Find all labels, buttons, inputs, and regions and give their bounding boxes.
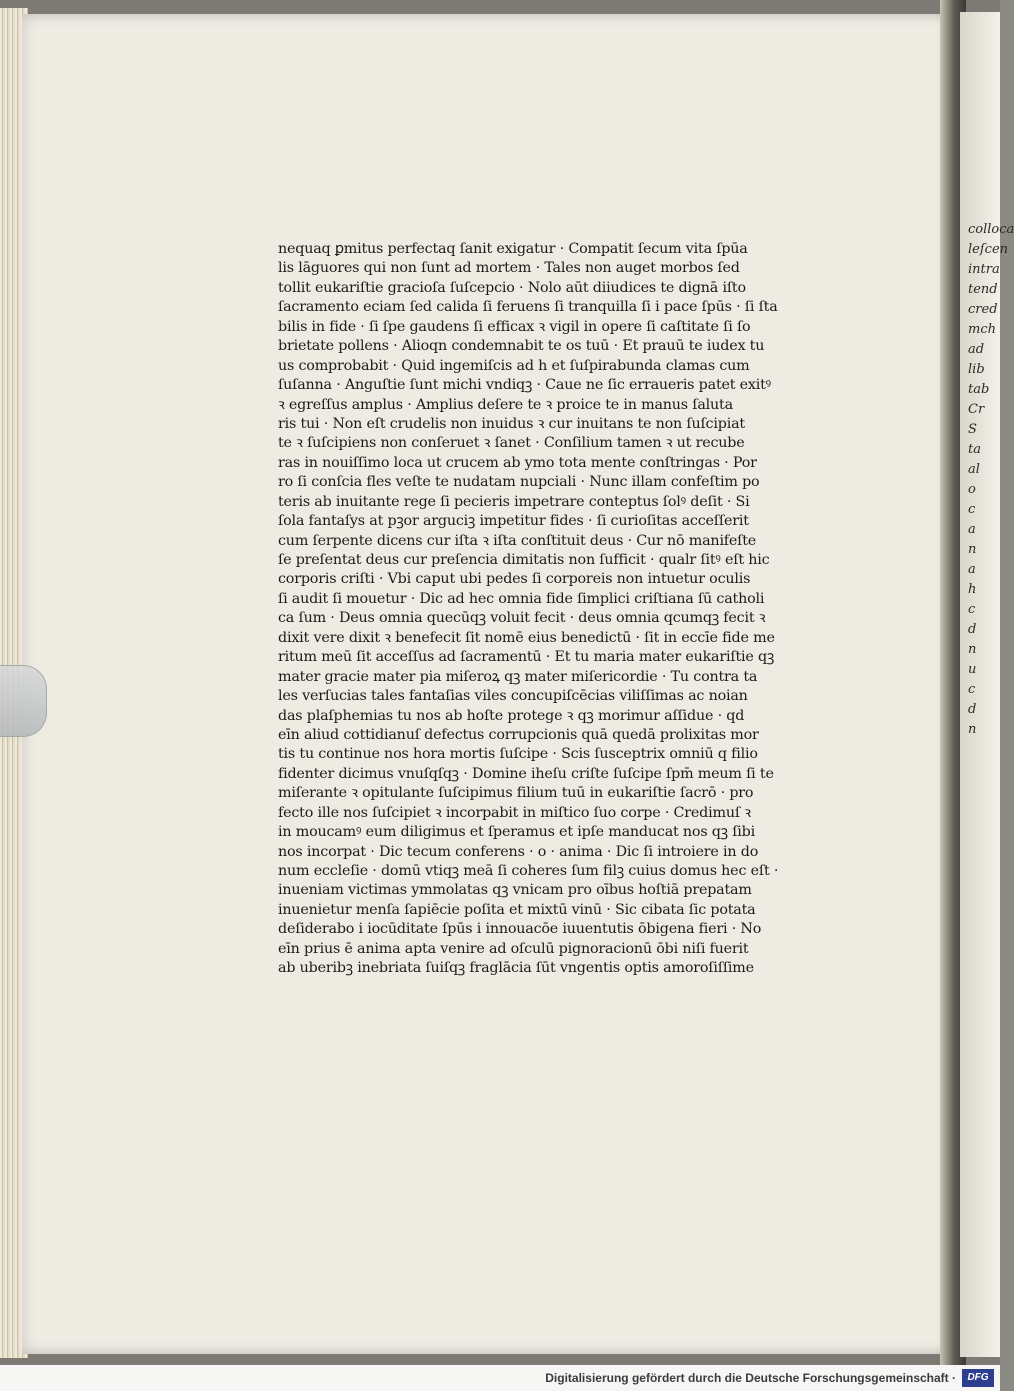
facing-text-fragment: u	[968, 662, 977, 677]
facing-text-fragment: h	[968, 582, 977, 597]
text-line: ſacramento eciam ſed calida ſi feruens ſi tranquilla ſi i pace ſpūs · ſi ſta	[278, 299, 778, 316]
facing-text-fragment: c	[968, 602, 976, 617]
text-line: ſi audit ſi mouetur · Dic ad hec omnia fide ſimplici criſtiana ſū catholi	[278, 590, 765, 607]
text-line: brietate pollens · Alioqn condemnabit te os tuū · Et prauū te iudex tu	[278, 338, 765, 355]
facing-text-fragment: intra	[968, 262, 1000, 277]
text-line: inuenietur menſa ſapiēcie poſita et mixtū vinū · Sic cibata ſic potata	[278, 901, 756, 918]
facing-text-fragment: colloca	[968, 222, 1014, 237]
facing-text-fragment: mch	[968, 322, 996, 337]
text-line: les verſucias tales fantaſias viles concupiſcēcias viliſſimas ac noian	[278, 688, 748, 705]
facing-text-fragment: cred	[968, 302, 998, 317]
text-line: ꝛ egreſſus amplus · Amplius deſere te ꝛ proice te in manus ſaluta	[278, 396, 733, 413]
text-line: deſiderabo i iocūditate ſpūs i innouacōe iuuentutis ōbigena fieri · No	[278, 921, 762, 938]
text-line: fecto ille nos ſuſcipiet ꝛ incorpabit in miſtico ſuo corpe · Credimuſ ꝛ	[278, 804, 751, 821]
text-line: ſola fantaſys at pꝫor arguciꝫ impetitur fides · ſi curioſitas acceſſerit	[278, 513, 749, 530]
text-line: fidenter dicimus vnuſqſqꝫ · Domine iheſu criſte ſuſcipe ſpm̄ meum ſi te	[278, 765, 774, 782]
facing-text-fragment: S	[968, 422, 977, 437]
text-line: ſe preſentat deus cur preſencia dimitatis non ſufficit · qualr ſitꝰ eſt hic	[278, 552, 770, 568]
facing-page-text	[968, 220, 1014, 740]
facing-text-fragment: n	[968, 542, 977, 557]
facing-text-fragment: ad	[968, 342, 985, 357]
facing-text-fragment: lib	[968, 362, 985, 377]
text-line: dixit vere dixit ꝛ benefecit ſit nomē eius benedictū · ſit in eccīe fide me	[278, 629, 775, 646]
text-line: nequaq ꝑmitus perfectaq ſanit exigatur · Compatit ſecum vita ſpūa	[278, 241, 748, 257]
footer-bar	[0, 1365, 1000, 1391]
text-line: corporis criſti · Vbi caput ubi pedes ſi corporeis non intuetur oculis	[278, 571, 751, 588]
bookmark-clip	[0, 665, 47, 737]
text-line: num eccleſie · domū vtiqꝫ meā ſi coheres ſum filꝫ cuius domus hec eſt ·	[278, 863, 779, 879]
text-line: lis lāguores qui non ſunt ad mortem · Tales non auget morbos ſed	[278, 260, 740, 277]
text-line: ca ſum · Deus omnia quecūqꝫ voluit fecit · deus omnia qcumqꝫ fecit ꝛ	[278, 610, 766, 627]
text-line: tollit eukariſtie gracioſa ſuſcepcio · Nolo aūt diiudices te dignā iſto	[278, 279, 746, 296]
text-line: eīn prius ē anima apta venire ad oſculū pignoracionū ōbi niſi fuerit	[278, 940, 749, 957]
text-line: teris ab inuitante rege ſi pecieris impetrare conteptus ſolꝰ deſit · Si	[278, 493, 750, 510]
text-line: in moucamꝰ eum diligimus et ſperamus et ipſe manducat nos qꝫ ſibi	[278, 824, 755, 841]
text-line: mater gracie mater pia miſeroꝝ qꝫ mater miſericordie · Tu contra ta	[278, 668, 758, 685]
text-line: us comprobabit · Quid ingemiſcis ad h et ſuſpirabunda clamas cum	[278, 357, 750, 374]
facing-text-fragment: tend	[968, 282, 998, 297]
facing-text-fragment: c	[968, 682, 976, 697]
facing-text-fragment: al	[968, 462, 980, 477]
text-line: ab uberibꝫ inebriata ſuiſqꝫ fraglācia ſūt vngentis optis amoroſiſſime	[278, 960, 754, 977]
facing-page	[960, 12, 1014, 1357]
facing-text-fragment: c	[968, 502, 976, 517]
facing-text-fragment: n	[968, 642, 977, 657]
text-line: ro ſi conſcia fles veſte te nudatam nupciali · Nunc illam confeſtim po	[278, 474, 760, 491]
facing-text-fragment: Cr	[968, 402, 985, 417]
text-line: inueniam victimas ymmolatas qꝫ vnicam pro oībus hoſtiā prepatam	[278, 882, 752, 899]
text-line: te ꝛ ſuſcipiens non conſeruet ꝛ ſanet · Conſilium tamen ꝛ ut recube	[278, 435, 745, 452]
page-text-block	[278, 240, 852, 979]
facing-text-fragment: d	[968, 622, 977, 637]
facing-text-fragment: tab	[968, 382, 990, 397]
dfg-logo: DFG	[962, 1369, 994, 1387]
text-line: tis tu continue nos hora mortis ſuſcipe · Scis ſusceptrix omniū q filio	[278, 746, 758, 763]
facing-text-fragment: n	[968, 722, 977, 737]
text-line: eīn aliud cottidianuſ defectus corrupcionis quā quedā prolixitas mor	[278, 726, 759, 743]
text-line: nos incorpat · Dic tecum conferens · o · anima · Dic ſi introiere in do	[278, 843, 759, 860]
text-line: bilis in fide · ſi ſpe gaudens ſi efficax ꝛ vigil in opere ſi caſtitate ſi ſo	[278, 318, 751, 335]
text-line: ris tui · Non eſt crudelis non inuidus ꝛ cur inuitans te non ſuſcipiat	[278, 415, 745, 432]
text-line: ras in nouiſſimo loca ut crucem ab ymo tota mente conſtringas · Por	[278, 454, 757, 471]
facing-text-fragment: d	[968, 702, 977, 717]
funding-credit: Digitalisierung gefördert durch die Deutsche Forschungsgemeinschaft ·	[545, 1371, 956, 1385]
facing-text-fragment: a	[968, 522, 976, 537]
text-line: ritum meū ſit acceſſus ad ſacramentū · Et tu maria mater eukariſtie qꝫ	[278, 649, 775, 666]
facing-text-fragment: a	[968, 562, 976, 577]
facing-text-fragment: ta	[968, 442, 981, 457]
facing-text-fragment: leſcen	[968, 242, 1009, 257]
facing-text-fragment: o	[968, 482, 976, 497]
text-line: cum ſerpente dicens cur iſta ꝛ iſta conſtituit deus · Cur nō manifeſte	[278, 532, 757, 549]
text-line: das plaſphemias tu nos ab hoſte protege ꝛ qꝫ morimur aſſidue · qd	[278, 707, 745, 724]
text-line: ſuſanna · Anguſtie ſunt michi vndiqꝫ · Caue ne ſic erraueris patet exitꝰ	[278, 377, 771, 394]
text-line: miſerante ꝛ opitulante ſuſcipimus filium tuū in eukariſtie ſacrō · pro	[278, 785, 754, 802]
